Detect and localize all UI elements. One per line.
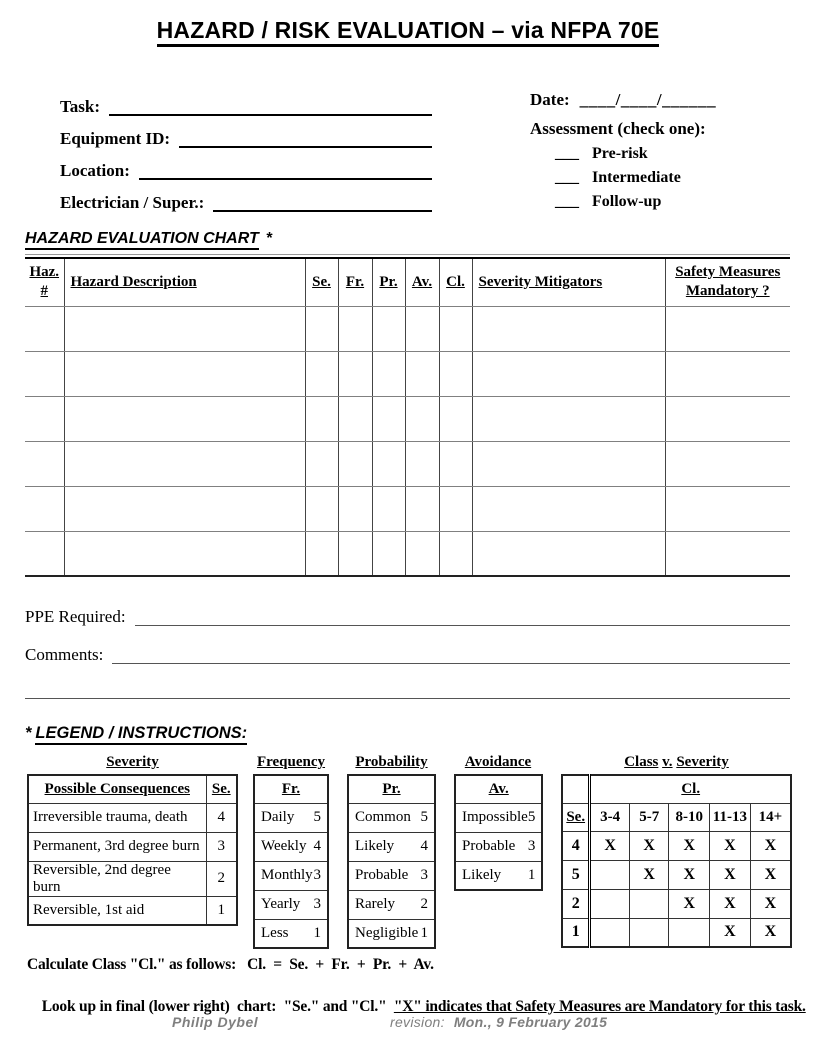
table-row xyxy=(25,351,790,396)
table-cell[interactable] xyxy=(665,306,790,351)
table-cell[interactable] xyxy=(405,351,439,396)
legend-row: Impossible 5 xyxy=(455,803,542,832)
table-row xyxy=(25,531,790,576)
table-cell[interactable] xyxy=(372,531,405,576)
table-cell[interactable] xyxy=(64,441,305,486)
location-field-row xyxy=(60,148,432,180)
electrician-field-row xyxy=(60,180,432,212)
electrician-input-line[interactable] xyxy=(213,210,432,212)
hazard-chart-heading-asterisk: * xyxy=(265,230,272,247)
table-cell[interactable] xyxy=(64,531,305,576)
class-severity-legend xyxy=(561,753,792,948)
col-header-av: Av. xyxy=(405,258,439,306)
form-fields-left xyxy=(60,84,432,212)
avoidance-legend-title: Avoidance xyxy=(464,754,532,770)
ppe-label: PPE Required: xyxy=(25,607,126,626)
class-severity-legend-title: Class v. Severity xyxy=(624,754,729,770)
table-row xyxy=(25,306,790,351)
avoidance-legend-table xyxy=(454,774,543,891)
comments-row xyxy=(25,638,790,664)
probability-legend xyxy=(347,753,436,949)
se-value: 1 xyxy=(562,918,590,947)
table-row xyxy=(25,396,790,441)
table-cell[interactable] xyxy=(372,441,405,486)
table-row xyxy=(25,441,790,486)
calculate-class-instruction: Calculate Class "Cl." as follows: Cl. = Se. + Fr. + Pr. + Av. xyxy=(27,956,434,973)
page-title-text: HAZARD / RISK EVALUATION – via NFPA 70E xyxy=(157,17,660,47)
legend-row: Negligible 1 xyxy=(348,919,435,948)
matrix-mark: X xyxy=(750,889,791,918)
equipment-id-input-line[interactable] xyxy=(179,146,432,148)
task-label: Task: xyxy=(60,97,101,116)
table-cell[interactable] xyxy=(305,306,338,351)
table-cell[interactable] xyxy=(665,441,790,486)
table-cell[interactable] xyxy=(439,531,472,576)
se-value: 4 xyxy=(562,831,590,860)
cl-range-header: 14+ xyxy=(750,803,791,831)
se-value: 5 xyxy=(562,860,590,889)
matrix-mark: X xyxy=(629,860,669,889)
table-cell[interactable] xyxy=(25,486,64,531)
se-header: Se. xyxy=(562,803,590,831)
severity-legend xyxy=(27,753,238,926)
legend-row: Yearly 3 xyxy=(254,890,328,919)
table-cell[interactable] xyxy=(338,351,372,396)
legend-row: Likely 1 xyxy=(455,861,542,890)
col-header-pr: Pr. xyxy=(372,258,405,306)
legend-heading-text: LEGEND / INSTRUCTIONS: xyxy=(35,724,247,745)
follow-up-label: Follow-up xyxy=(592,193,662,210)
option-pre-risk xyxy=(555,144,770,163)
revision-date: Mon., 9 February 2015 xyxy=(453,1014,608,1030)
table-cell[interactable] xyxy=(305,351,338,396)
table-cell[interactable] xyxy=(405,486,439,531)
pre-risk-check-line[interactable]: ___ xyxy=(555,145,579,162)
frequency-legend-table xyxy=(253,774,329,949)
legend-heading xyxy=(25,724,247,743)
hazard-chart-heading-text: HAZARD EVALUATION CHART xyxy=(25,230,259,250)
table-cell[interactable] xyxy=(372,306,405,351)
equipment-id-label: Equipment ID: xyxy=(60,129,171,148)
legend-row: Less 1 xyxy=(254,919,328,948)
intermediate-check-line[interactable]: ___ xyxy=(555,169,579,186)
col-header-safety-measures: Safety Measures Mandatory ? xyxy=(665,258,790,306)
matrix-mark xyxy=(590,889,630,918)
legend-row: Monthly 3 xyxy=(254,861,328,890)
table-cell[interactable] xyxy=(305,441,338,486)
matrix-mark: X xyxy=(710,860,751,889)
option-intermediate xyxy=(555,168,770,187)
table-cell[interactable] xyxy=(305,486,338,531)
ppe-row xyxy=(25,600,790,626)
matrix-mark: X xyxy=(669,831,710,860)
cl-range-header: 3-4 xyxy=(590,803,630,831)
se-header: Se. xyxy=(206,775,237,803)
follow-up-check-line[interactable]: ___ xyxy=(555,193,579,210)
matrix-mark: X xyxy=(710,889,751,918)
cl-range-header: 5-7 xyxy=(629,803,669,831)
legend-row: Irreversible trauma, death 4 xyxy=(28,803,237,832)
matrix-corner-cell xyxy=(562,775,590,803)
table-cell[interactable] xyxy=(25,306,64,351)
table-cell[interactable] xyxy=(472,396,665,441)
table-header-row xyxy=(25,258,790,306)
matrix-cl-header-row xyxy=(562,775,791,803)
frequency-legend xyxy=(253,753,329,949)
table-cell[interactable] xyxy=(405,441,439,486)
matrix-row xyxy=(562,889,791,918)
comments-continuation-line[interactable] xyxy=(25,672,790,699)
matrix-range-header-row xyxy=(562,803,791,831)
option-follow-up xyxy=(555,192,770,211)
col-header-fr: Fr. xyxy=(338,258,372,306)
matrix-mark: X xyxy=(750,831,791,860)
table-cell[interactable] xyxy=(439,351,472,396)
revision-label: revision: xyxy=(390,1014,445,1030)
intermediate-label: Intermediate xyxy=(592,169,681,186)
table-cell[interactable] xyxy=(665,396,790,441)
legend-row: Reversible, 2nd degree burn 2 xyxy=(28,861,237,896)
table-cell[interactable] xyxy=(472,441,665,486)
table-cell[interactable] xyxy=(25,396,64,441)
table-cell[interactable] xyxy=(372,351,405,396)
table-row xyxy=(25,486,790,531)
matrix-mark: X xyxy=(669,860,710,889)
table-cell[interactable] xyxy=(405,396,439,441)
col-header-haz-number: Haz. # xyxy=(25,258,64,306)
hazard-evaluation-table xyxy=(25,257,790,577)
table-cell[interactable] xyxy=(472,306,665,351)
table-cell[interactable] xyxy=(64,486,305,531)
table-cell[interactable] xyxy=(439,306,472,351)
electrician-label: Electrician / Super.: xyxy=(60,193,205,212)
legend-header-row: Fr. xyxy=(254,775,328,803)
date-label: Date: xyxy=(530,90,570,109)
matrix-mark: X xyxy=(750,918,791,947)
table-cell[interactable] xyxy=(665,531,790,576)
table-cell[interactable] xyxy=(338,306,372,351)
table-cell[interactable] xyxy=(338,441,372,486)
table-cell[interactable] xyxy=(338,396,372,441)
table-cell[interactable] xyxy=(338,531,372,576)
table-cell[interactable] xyxy=(472,351,665,396)
matrix-mark: X xyxy=(590,831,630,860)
table-cell[interactable] xyxy=(64,396,305,441)
cl-range-header: 11-13 xyxy=(710,803,751,831)
date-input-line[interactable]: ____/____/______ xyxy=(579,90,717,109)
probability-legend-title: Probability xyxy=(355,754,428,770)
pre-risk-label: Pre-risk xyxy=(592,145,648,162)
cl-header: Cl. xyxy=(590,775,791,803)
location-input-line[interactable] xyxy=(139,178,432,180)
legend-row: Likely 4 xyxy=(348,832,435,861)
legend-row: Probable 3 xyxy=(455,832,542,861)
ppe-input-line[interactable] xyxy=(135,624,790,626)
table-cell[interactable] xyxy=(665,351,790,396)
comments-label: Comments: xyxy=(25,645,104,664)
matrix-mark: X xyxy=(629,831,669,860)
matrix-mark xyxy=(590,918,630,947)
location-label: Location: xyxy=(60,161,130,180)
table-cell[interactable] xyxy=(405,531,439,576)
table-cell[interactable] xyxy=(305,396,338,441)
matrix-mark: X xyxy=(710,918,751,947)
table-cell[interactable] xyxy=(64,351,305,396)
page-title xyxy=(0,17,816,44)
table-cell[interactable] xyxy=(372,486,405,531)
matrix-mark xyxy=(629,889,669,918)
footer-revision xyxy=(390,1014,607,1030)
legend-row: Common 5 xyxy=(348,803,435,832)
table-cell[interactable] xyxy=(405,306,439,351)
consequences-header: Possible Consequences xyxy=(28,775,206,803)
table-cell[interactable] xyxy=(439,396,472,441)
legend-row: Permanent, 3rd degree burn 3 xyxy=(28,832,237,861)
severity-legend-table xyxy=(27,774,238,926)
legend-row: Reversible, 1st aid 1 xyxy=(28,896,237,925)
matrix-mark xyxy=(629,918,669,947)
table-cell[interactable] xyxy=(439,441,472,486)
matrix-mark: X xyxy=(669,889,710,918)
table-cell[interactable] xyxy=(372,396,405,441)
table-cell[interactable] xyxy=(64,306,305,351)
legend-header-row xyxy=(28,775,237,803)
se-value: 2 xyxy=(562,889,590,918)
table-cell[interactable] xyxy=(305,531,338,576)
legend-row: Daily 5 xyxy=(254,803,328,832)
table-cell[interactable] xyxy=(665,486,790,531)
date-field-row xyxy=(530,84,770,110)
form-fields-right xyxy=(530,84,770,211)
matrix-row xyxy=(562,918,791,947)
hazard-chart-heading xyxy=(25,230,272,248)
col-header-severity-mitigators: Severity Mitigators xyxy=(472,258,665,306)
legend-heading-asterisk: * xyxy=(25,724,32,742)
legend-row: Probable 3 xyxy=(348,861,435,890)
matrix-row xyxy=(562,860,791,889)
task-input-line[interactable] xyxy=(109,114,432,116)
matrix-mark: X xyxy=(750,860,791,889)
legend-header-row: Av. xyxy=(455,775,542,803)
matrix-mark xyxy=(669,918,710,947)
severity-legend-title: Severity xyxy=(106,754,159,770)
equipment-id-field-row xyxy=(60,116,432,148)
table-cell[interactable] xyxy=(439,486,472,531)
avoidance-legend xyxy=(454,753,542,891)
class-severity-matrix xyxy=(561,774,792,948)
footer-author: Philip Dybel xyxy=(172,1014,259,1030)
table-cell[interactable] xyxy=(472,531,665,576)
frequency-legend-title: Frequency xyxy=(256,754,326,770)
hazard-evaluation-table-wrap xyxy=(25,254,790,577)
matrix-row xyxy=(562,831,791,860)
matrix-mark xyxy=(590,860,630,889)
col-header-hazard-description: Hazard Description xyxy=(64,258,305,306)
legend-header-row: Pr. xyxy=(348,775,435,803)
legend-row: Rarely 2 xyxy=(348,890,435,919)
legend-row: Weekly 4 xyxy=(254,832,328,861)
probability-legend-table xyxy=(347,774,436,949)
table-cell[interactable] xyxy=(25,531,64,576)
assessment-label: Assessment (check one): xyxy=(530,119,706,138)
cl-range-header: 8-10 xyxy=(669,803,710,831)
table-cell[interactable] xyxy=(25,351,64,396)
lookup-instruction-underlined: "X" indicates that Safety Measures are Mandatory for this task. xyxy=(393,998,806,1015)
comments-input-line[interactable] xyxy=(112,662,790,664)
table-cell[interactable] xyxy=(25,441,64,486)
matrix-mark: X xyxy=(710,831,751,860)
task-field-row xyxy=(60,84,432,116)
table-cell[interactable] xyxy=(472,486,665,531)
col-header-se: Se. xyxy=(305,258,338,306)
col-header-cl: Cl. xyxy=(439,258,472,306)
table-cell[interactable] xyxy=(338,486,372,531)
lookup-instruction-plain: Look up in final (lower right) chart: "Se." and "Cl." xyxy=(41,998,394,1015)
